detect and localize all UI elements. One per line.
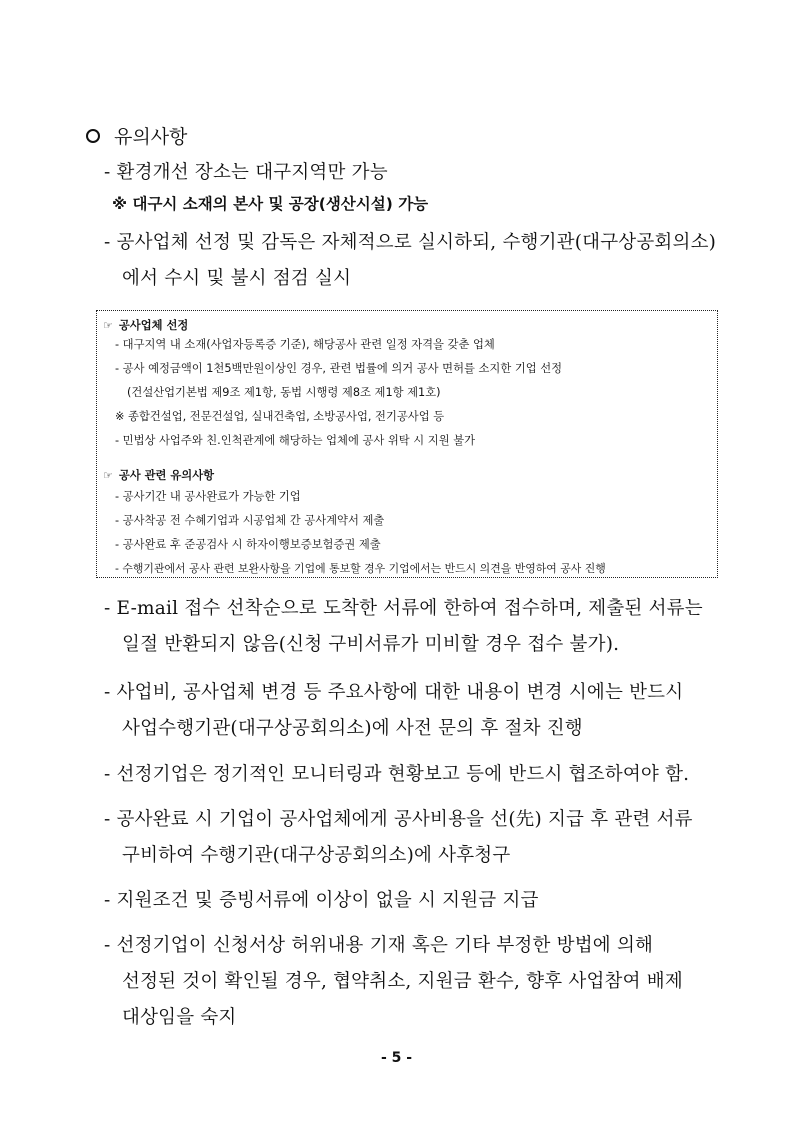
box-line: ※ 종합건설업, 전문건설업, 실내건축업, 소방공사업, 전기공사업 등 — [115, 410, 445, 423]
notice-item-continued: 구비하여 수행기관(대구상공회의소)에 사후청구 — [122, 845, 511, 866]
section-title: 유의사항 — [114, 126, 188, 148]
notice-item-continued: 에서 수시 및 불시 점검 실시 — [122, 268, 352, 289]
box-heading-text: 공사업체 선정 — [118, 319, 189, 332]
box-line: - 공사기간 내 공사완료가 가능한 기업 — [115, 490, 301, 503]
pointing-finger-icon: ☞ — [103, 469, 113, 482]
notice-item-continued: 선정된 것이 확인될 경우, 협약취소, 지원금 환수, 향후 사업참여 배제 — [122, 971, 683, 992]
info-box — [96, 310, 718, 578]
box-line: (건설산업기본법 제9조 제1항, 동법 시행령 제8조 제1항 제1호) — [127, 386, 441, 399]
notice-item: - 선정기업은 정기적인 모니터링과 현황보고 등에 반드시 협조하여야 함. — [104, 764, 690, 785]
box-heading-text: 공사 관련 유의사항 — [118, 469, 215, 482]
notice-item: - 사업비, 공사업체 변경 등 주요사항에 대한 내용이 변경 시에는 반드시 — [104, 682, 684, 703]
notice-item-continued: 사업수행기관(대구상공회의소)에 사전 문의 후 절차 진행 — [122, 718, 583, 739]
notice-item: - 공사업체 선정 및 감독은 자체적으로 실시하되, 수행기관(대구상공회의소) — [104, 232, 717, 253]
box-line: - 대구지역 내 소재(사업자등록증 기준), 해당공사 관련 일정 자격을 갖춘 업체 — [115, 338, 495, 351]
page-number: - 5 - — [380, 1050, 413, 1066]
notice-item: - 환경개선 장소는 대구지역만 가능 — [104, 162, 388, 183]
box-heading — [103, 317, 188, 333]
box-line: - 공사 예정금액이 1천5백만원이상인 경우, 관련 법률에 의거 공사 면허를 소지한 기업 선정 — [115, 362, 563, 375]
notice-item-continued: 일절 반환되지 않음(신청 구비서류가 미비할 경우 접수 불가). — [122, 634, 620, 655]
notice-item: - 공사완료 시 기업이 공사업체에게 공사비용을 선(先) 지급 후 관련 서류 — [104, 809, 693, 830]
notice-item: - E-mail 접수 선착순으로 도착한 서류에 한하여 접수하며, 제출된 서류는 — [104, 598, 703, 619]
circle-bullet-icon — [86, 129, 100, 143]
notice-item: - 선정기업이 신청서상 허위내용 기재 혹은 기타 부정한 방법에 의해 — [104, 935, 654, 956]
box-line: - 공사완료 후 준공검사 시 하자이행보증보험증권 제출 — [115, 538, 381, 551]
notice-item: - 지원조건 및 증빙서류에 이상이 없을 시 지원금 지급 — [104, 890, 539, 911]
section-heading — [86, 122, 187, 149]
pointing-finger-icon: ☞ — [103, 319, 113, 332]
notice-note: ※ 대구시 소재의 본사 및 공장(생산시설) 가능 — [112, 195, 429, 213]
box-heading — [103, 467, 214, 483]
box-line: - 민법상 사업주와 친.인척관계에 해당하는 업체에 공사 위탁 시 지원 불가 — [115, 434, 476, 447]
box-line: - 수행기관에서 공사 관련 보완사항을 기업에 통보할 경우 기업에서는 반드시 의견을 반영하여 공사 진행 — [115, 562, 606, 575]
notice-item-continued: 대상임을 숙지 — [122, 1007, 237, 1028]
box-line: - 공사착공 전 수혜기업과 시공업체 간 공사계약서 제출 — [115, 514, 385, 527]
